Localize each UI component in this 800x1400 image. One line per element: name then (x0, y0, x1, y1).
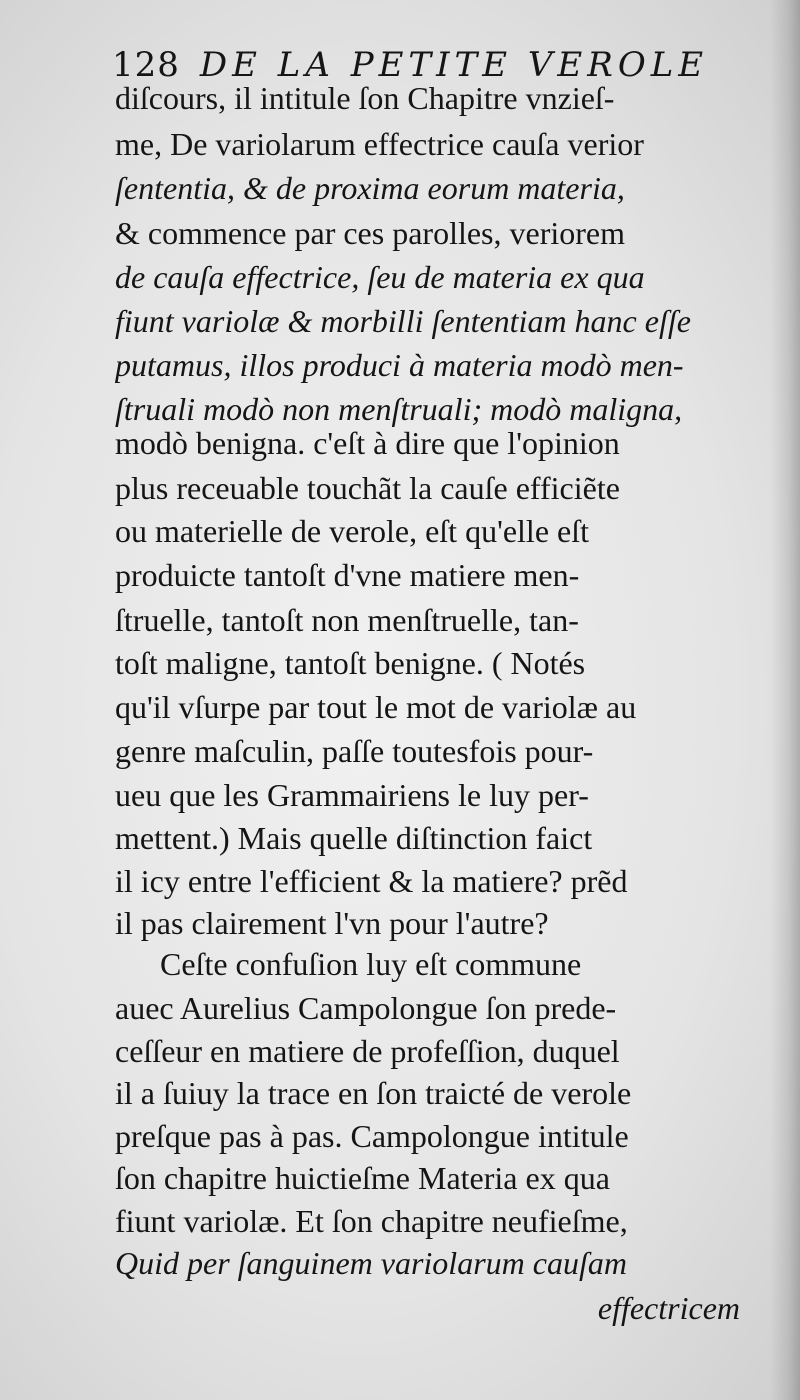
text-line: auec Aurelius Campolongue ſon prede- (115, 990, 617, 1026)
text-line: modò benigna. c'eſt à dire que l'opinion (115, 425, 620, 461)
text-line: putamus, illos produci à materia modò men- (115, 347, 684, 383)
page-number: 128 (112, 45, 180, 85)
running-title: DE LA PETITE VEROLE (199, 45, 709, 85)
text-line: qu'il vſurpe par tout le mot de variolæ au (115, 689, 637, 725)
text-line: ceſſeur en matiere de profeſſion, duquel (115, 1033, 620, 1069)
text-line: Quid per ſanguinem variolarum cauſam (115, 1245, 627, 1281)
text-line: fiunt variolæ & morbilli ſententiam hanc eſſe (115, 303, 691, 339)
text-line: ſententia, & de proxima eorum materia, (115, 170, 625, 206)
text-line: diſcours, il intitule ſon Chapitre vnzieſ- (115, 80, 615, 116)
catchword: effectricem (597, 1290, 740, 1326)
text-line: plus receuable touchãt la cauſe efficiẽte (115, 470, 620, 506)
page-edge-shadow (770, 0, 800, 1400)
text-line: Ceſte confuſion luy eſt commune (160, 946, 582, 982)
text-line: ou materielle de verole, eſt qu'elle eſt (115, 513, 589, 549)
text-line: il pas clairement l'vn pour l'autre? (115, 905, 549, 941)
text-line: ſtruelle, tantoſt non menſtruelle, tan- (115, 602, 579, 638)
text-line: il a ſuiuy la trace en ſon traicté de verole (115, 1075, 632, 1111)
text-line: genre maſculin, paſſe toutesfois pour- (115, 733, 594, 769)
text-line: produicte tantoſt d'vne matiere men- (115, 557, 580, 593)
text-line: ueu que les Grammairiens le luy per- (115, 777, 589, 813)
text-line: me, De variolarum effectrice cauſa verior (115, 126, 644, 162)
text-line: fiunt variolæ. Et ſon chapitre neufieſme, (115, 1203, 628, 1239)
text-line: toſt maligne, tantoſt benigne. ( Notés (115, 645, 586, 681)
text-line: ſon chapitre huictieſme Materia ex qua (115, 1160, 610, 1196)
text-line: il icy entre l'efficient & la matiere? prẽd (115, 863, 628, 899)
text-line: ſtruali modò non menſtruali; modò maligna, (115, 391, 683, 427)
text-line: de cauſa effectrice, ſeu de materia ex qua (115, 259, 645, 295)
text-line: preſque pas à pas. Campolongue intitule (115, 1118, 629, 1154)
text-line: & commence par ces parolles, veriorem (115, 215, 625, 251)
text-line: mettent.) Mais quelle diſtinction faict (115, 820, 593, 856)
